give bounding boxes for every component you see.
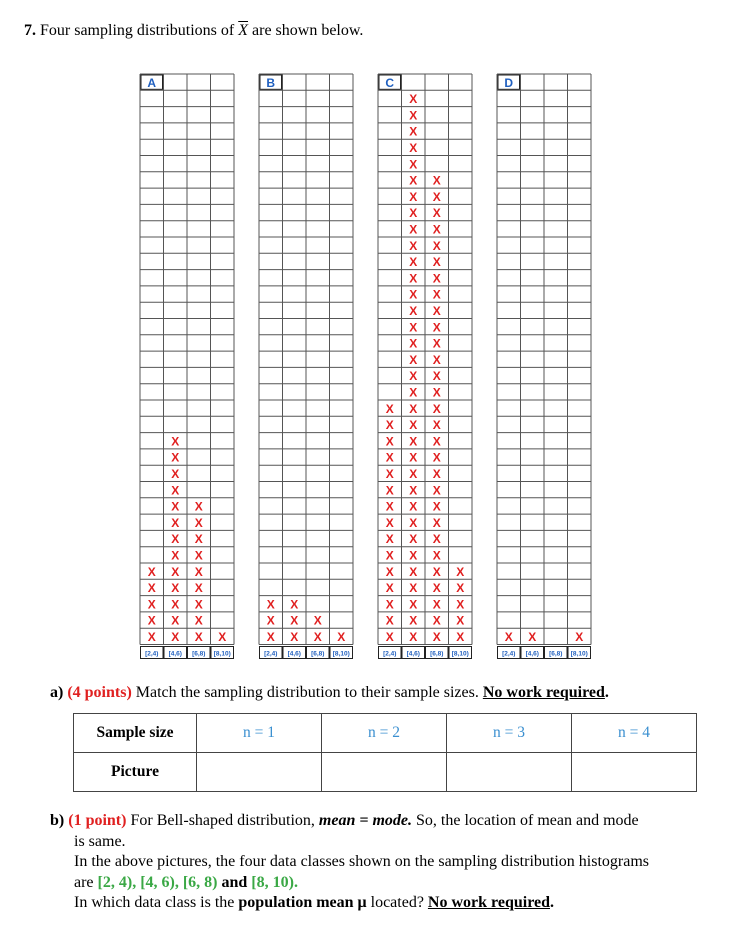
- class-label: [6,8): [549, 650, 563, 658]
- x-mark: X: [147, 630, 156, 644]
- x-mark: X: [409, 581, 418, 596]
- x-mark: X: [266, 630, 275, 644]
- x-mark: X: [171, 467, 180, 481]
- histogram-b: [259, 74, 353, 659]
- x-mark: X: [432, 630, 441, 644]
- part-a-no-work: No work required: [482, 684, 605, 701]
- x-mark: X: [385, 515, 394, 530]
- x-mark: X: [456, 597, 465, 612]
- x-mark: X: [385, 630, 394, 644]
- x-mark: X: [432, 385, 441, 400]
- x-mark: X: [313, 613, 322, 628]
- x-mark: X: [409, 418, 418, 433]
- histogram-d: [497, 74, 591, 659]
- x-mark: X: [432, 532, 441, 547]
- x-mark: X: [385, 467, 394, 481]
- x-mark: X: [409, 352, 418, 367]
- x-mark: X: [432, 238, 441, 253]
- class-label: [4,6): [287, 650, 301, 658]
- x-mark: X: [194, 532, 203, 547]
- x-mark: X: [409, 124, 418, 139]
- picture-answer-n4[interactable]: [572, 753, 697, 792]
- part-b-period: .: [550, 894, 554, 911]
- histogram-label: A: [147, 75, 157, 90]
- size-n4: n = 4: [572, 714, 697, 753]
- x-mark: X: [409, 222, 418, 237]
- question-text-before: Four sampling distributions of: [40, 22, 235, 39]
- class-label: [8,10): [332, 650, 350, 658]
- x-mark: X: [385, 483, 394, 498]
- population-mean: population mean μ: [238, 894, 367, 911]
- class-label: [6,8): [192, 650, 206, 658]
- x-mark: X: [432, 548, 441, 563]
- x-mark: X: [409, 630, 418, 644]
- size-n3: n = 3: [447, 714, 572, 753]
- x-mark: X: [385, 401, 394, 416]
- x-mark: X: [409, 499, 418, 514]
- x-mark: X: [409, 173, 418, 188]
- x-mark: X: [409, 369, 418, 384]
- class-label: [8,10): [570, 650, 588, 658]
- x-mark: X: [385, 581, 394, 596]
- x-mark: X: [409, 564, 418, 579]
- question-number: 7.: [24, 22, 36, 39]
- x-mark: X: [432, 483, 441, 498]
- x-mark: X: [432, 369, 441, 384]
- x-mark: X: [432, 401, 441, 416]
- x-mark: X: [432, 173, 441, 188]
- part-b-and: and: [221, 873, 248, 891]
- x-mark: X: [385, 597, 394, 612]
- x-mark: X: [147, 597, 156, 612]
- x-mark: X: [409, 450, 418, 465]
- part-b-line4: [50, 873, 700, 894]
- x-mark: X: [432, 467, 441, 481]
- class-label: [2,4): [383, 650, 397, 658]
- x-mark: X: [171, 532, 180, 547]
- class-label: [4,6): [406, 650, 420, 658]
- x-mark: X: [432, 613, 441, 628]
- part-b-mean-mode: mean = mode.: [318, 812, 413, 829]
- x-mark: X: [432, 255, 441, 270]
- size-n2: n = 2: [322, 714, 447, 753]
- x-mark: X: [432, 304, 441, 318]
- x-mark: X: [432, 287, 441, 302]
- picture-answer-n2[interactable]: [322, 753, 447, 792]
- x-mark: X: [409, 157, 418, 172]
- x-mark: X: [147, 581, 156, 596]
- x-mark: X: [171, 630, 180, 644]
- question-text-after: are shown below.: [252, 22, 364, 39]
- class-label: [4,6): [168, 650, 182, 658]
- x-mark: X: [409, 255, 418, 270]
- x-mark: X: [432, 271, 441, 286]
- x-mark: X: [409, 548, 418, 563]
- class-label: [2,4): [145, 650, 159, 658]
- class-label: [2,4): [502, 650, 516, 658]
- picture-label: Picture: [74, 753, 197, 792]
- x-mark: X: [456, 630, 465, 644]
- part-a-prompt: [50, 684, 609, 702]
- part-b-text-5c: located?: [370, 894, 424, 911]
- x-mark: X: [409, 189, 418, 204]
- size-n1: n = 1: [197, 714, 322, 753]
- match-table: [73, 713, 697, 792]
- x-mark: X: [504, 630, 513, 644]
- x-mark: X: [171, 564, 180, 579]
- x-mark: X: [456, 613, 465, 628]
- class-label: [4,6): [525, 650, 539, 658]
- x-mark: X: [385, 450, 394, 465]
- x-mark: X: [409, 401, 418, 416]
- x-mark: X: [409, 597, 418, 612]
- x-mark: X: [171, 499, 180, 514]
- part-b-line1: [50, 811, 700, 832]
- x-mark: X: [409, 467, 418, 481]
- x-mark: X: [409, 336, 418, 351]
- part-a-text: Match the sampling distribution to their sample sizes.: [135, 684, 479, 701]
- part-b-prompt: [50, 811, 700, 914]
- x-mark: X: [171, 450, 180, 465]
- x-mark: X: [171, 597, 180, 612]
- x-mark: X: [409, 206, 418, 221]
- class-2-4: [2, 4),: [97, 873, 137, 891]
- histogram-a: [140, 74, 234, 659]
- x-mark: X: [409, 434, 418, 449]
- part-b-text-5a: In which data class is the: [74, 894, 235, 911]
- x-mark: X: [409, 532, 418, 547]
- x-mark: X: [409, 238, 418, 253]
- part-b-are: are: [74, 873, 94, 891]
- x-mark: X: [171, 613, 180, 628]
- x-mark: X: [313, 630, 322, 644]
- x-mark: X: [266, 597, 275, 612]
- x-mark: X: [337, 630, 346, 644]
- class-4-6: [4, 6),: [140, 873, 179, 891]
- x-mark: X: [409, 515, 418, 530]
- picture-answer-n1[interactable]: [197, 753, 322, 792]
- x-mark: X: [409, 287, 418, 302]
- x-mark: X: [194, 564, 203, 579]
- x-mark: X: [194, 630, 203, 644]
- part-b-letter: b): [50, 812, 65, 829]
- x-mark: X: [171, 515, 180, 530]
- class-label: [8,10): [213, 650, 231, 658]
- x-mark: X: [385, 548, 394, 563]
- x-mark: X: [194, 499, 203, 514]
- x-mark: X: [171, 483, 180, 498]
- x-mark: X: [409, 304, 418, 318]
- x-mark: X: [432, 222, 441, 237]
- x-mark: X: [171, 548, 180, 563]
- part-a-points: (4 points): [67, 684, 132, 701]
- x-mark: X: [432, 499, 441, 514]
- part-a-period: .: [604, 684, 609, 701]
- x-mark: X: [290, 630, 299, 644]
- part-b-text-1c: So, the location of mean and mode: [416, 812, 639, 829]
- x-mark: X: [432, 352, 441, 367]
- x-mark: X: [409, 613, 418, 628]
- x-mark: X: [409, 320, 418, 335]
- x-mark: X: [575, 630, 584, 644]
- x-mark: X: [409, 271, 418, 286]
- x-mark: X: [385, 434, 394, 449]
- class-6-8: [6, 8): [182, 873, 218, 891]
- x-mark: X: [432, 320, 441, 335]
- part-a-letter: a): [50, 684, 64, 701]
- sample-size-row: [74, 714, 697, 753]
- class-8-10: [8, 10).: [251, 873, 298, 891]
- x-mark: X: [171, 434, 180, 449]
- histogram-label: D: [504, 75, 514, 90]
- x-mark: X: [432, 418, 441, 433]
- x-mark: X: [385, 564, 394, 579]
- picture-row: [74, 753, 697, 792]
- x-mark: X: [528, 630, 537, 644]
- x-mark: X: [432, 434, 441, 449]
- histogram-label: B: [266, 75, 276, 90]
- x-mark: X: [147, 564, 156, 579]
- sample-size-label: Sample size: [74, 714, 197, 753]
- histogram-label: C: [385, 75, 395, 90]
- x-mark: X: [432, 581, 441, 596]
- x-bar-symbol: $\overline{X}$: [238, 22, 249, 39]
- x-mark: X: [194, 597, 203, 612]
- part-b-text-1a: For Bell-shaped distribution,: [130, 812, 315, 829]
- x-mark: X: [409, 483, 418, 498]
- x-mark: X: [432, 564, 441, 579]
- x-mark: X: [194, 548, 203, 563]
- x-mark: X: [147, 613, 156, 628]
- x-mark: X: [432, 206, 441, 221]
- class-label: [6,8): [430, 650, 444, 658]
- x-mark: X: [385, 499, 394, 514]
- x-mark: X: [432, 450, 441, 465]
- x-mark: X: [409, 92, 418, 107]
- class-label: [2,4): [264, 650, 278, 658]
- part-b-line3: In the above pictures, the four data classes shown on the sampling distribution histograms: [74, 853, 649, 870]
- x-mark: X: [432, 515, 441, 530]
- x-mark: X: [409, 108, 418, 123]
- x-mark: X: [171, 581, 180, 596]
- x-mark: X: [432, 336, 441, 351]
- part-b-no-work: No work required: [427, 894, 550, 911]
- x-mark: X: [385, 418, 394, 433]
- x-mark: X: [266, 613, 275, 628]
- x-mark: X: [409, 385, 418, 400]
- class-label: [8,10): [451, 650, 469, 658]
- x-mark: X: [385, 613, 394, 628]
- x-mark: X: [456, 564, 465, 579]
- x-mark: X: [432, 597, 441, 612]
- part-b-line5: [50, 893, 700, 914]
- x-mark: X: [456, 581, 465, 596]
- x-mark: X: [290, 597, 299, 612]
- x-mark: X: [194, 515, 203, 530]
- x-mark: X: [385, 532, 394, 547]
- part-b-points: (1 point): [68, 812, 127, 829]
- x-mark: X: [290, 613, 299, 628]
- histogram-c: [378, 74, 472, 659]
- class-label: [6,8): [311, 650, 325, 658]
- x-mark: X: [409, 141, 418, 155]
- picture-answer-n3[interactable]: [447, 753, 572, 792]
- x-mark: X: [432, 189, 441, 204]
- x-mark: X: [218, 630, 227, 644]
- x-mark: X: [194, 581, 203, 596]
- x-mark: X: [194, 613, 203, 628]
- part-b-line2: is same.: [74, 832, 126, 850]
